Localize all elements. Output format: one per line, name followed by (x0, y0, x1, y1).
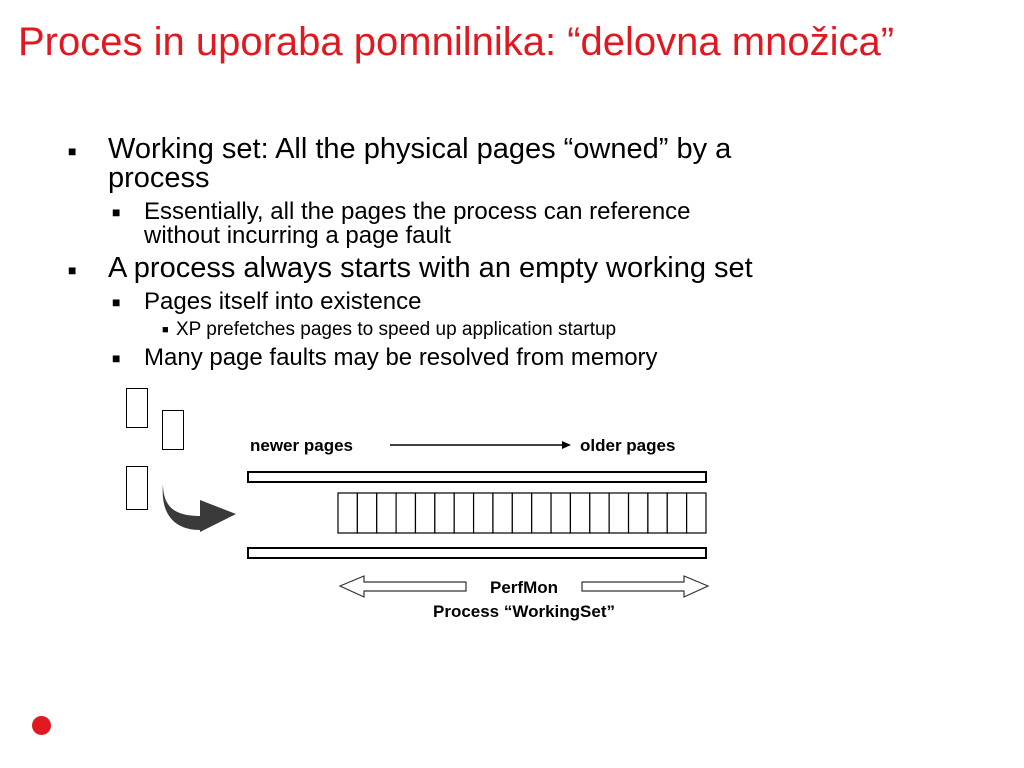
double-arrow-icon (340, 576, 466, 597)
perfmon-label: PerfMon (490, 578, 558, 597)
top-bar (248, 472, 706, 482)
bullet-text: without incurring a page fault (144, 222, 451, 249)
square-bullet-icon: ■ (68, 143, 77, 159)
slide-title: Proces in uporaba pomnilnika: “delovna množica” (18, 20, 895, 64)
newer-pages-label: newer pages (250, 436, 353, 455)
page-slot (532, 493, 551, 533)
page-slot (590, 493, 609, 533)
page-slot (377, 493, 396, 533)
page-slot (609, 493, 628, 533)
page-slot (648, 493, 667, 533)
bullet-text: Essentially, all the pages the process can reference (144, 198, 691, 225)
page-slot (357, 493, 376, 533)
page-slot (570, 493, 589, 533)
page-slot (435, 493, 454, 533)
red-dot-icon (32, 716, 51, 735)
bullet-text: Many page faults may be resolved from memory (144, 344, 658, 371)
square-bullet-icon: ■ (162, 324, 169, 336)
bottom-bar (248, 548, 706, 558)
page-slot (551, 493, 570, 533)
page-slot (396, 493, 415, 533)
square-bullet-icon: ■ (112, 350, 121, 366)
page-slot (454, 493, 473, 533)
curved-arrow-icon (163, 484, 236, 532)
page-slot (338, 493, 357, 533)
bullet-text: process (108, 162, 210, 194)
page-slot (493, 493, 512, 533)
page-slot (474, 493, 493, 533)
double-arrow-icon (582, 576, 708, 597)
workingset-counter-label: Process “WorkingSet” (432, 602, 616, 621)
page-slot (667, 493, 686, 533)
bullet-text: Working set: All the physical pages “owned” by a (108, 133, 732, 165)
bullet-text: Pages itself into existence (144, 288, 422, 315)
direction-arrowhead-icon (562, 441, 571, 449)
page-slot (415, 493, 434, 533)
square-bullet-icon: ■ (112, 204, 121, 220)
bullet-text: A process always starts with an empty working set (108, 252, 753, 284)
older-pages-label: older pages (580, 436, 676, 455)
page-slot (512, 493, 531, 533)
square-bullet-icon: ■ (68, 262, 77, 278)
page-slot (629, 493, 648, 533)
page-slots (338, 493, 706, 533)
square-bullet-icon: ■ (112, 294, 121, 310)
bullet-text: XP prefetches pages to speed up application startup (176, 319, 617, 340)
page-slot (687, 493, 706, 533)
